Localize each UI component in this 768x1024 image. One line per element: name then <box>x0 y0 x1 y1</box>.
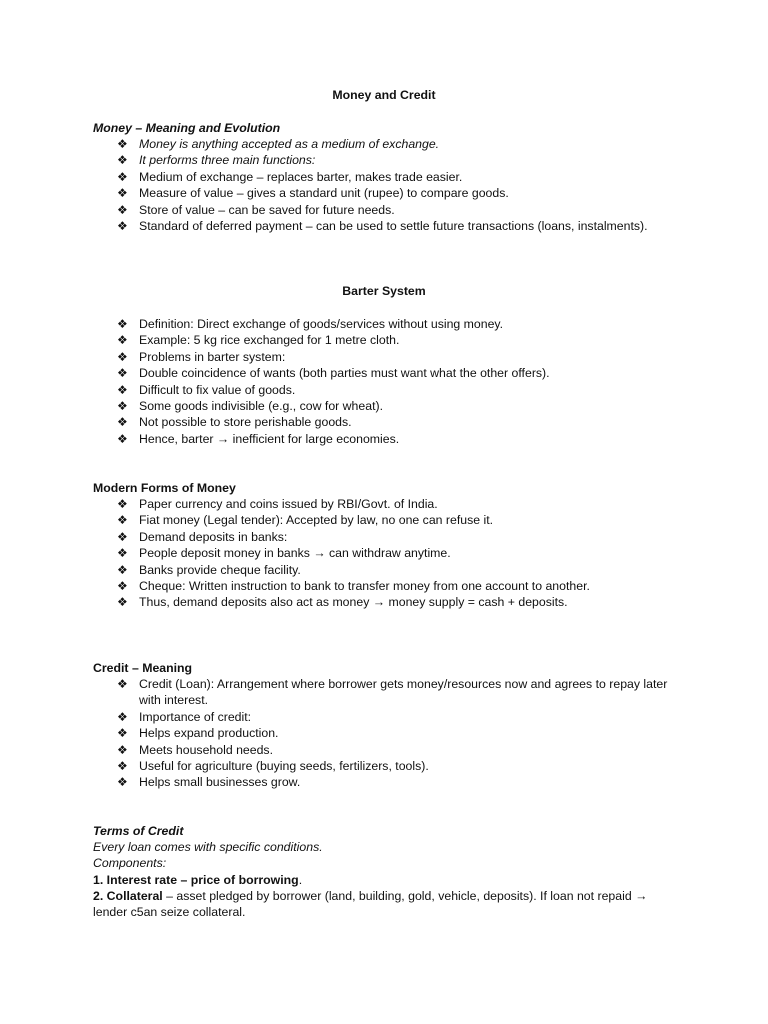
bullet-icon: ❖ <box>117 579 128 594</box>
section-heading-modern: Modern Forms of Money <box>93 481 236 495</box>
bullet-icon: ❖ <box>117 399 128 414</box>
list-item: ❖ Paper currency and coins issued by RBI/Govt. of India. <box>117 497 438 511</box>
bullet-icon: ❖ <box>117 431 128 446</box>
bullet-icon: ❖ <box>117 333 128 348</box>
list-item: ❖ People deposit money in banks → can withdraw anytime. <box>117 546 451 561</box>
section-heading-credit: Credit – Meaning <box>93 661 193 675</box>
list-item: ❖ Standard of deferred payment – can be used to settle future transactions (loans, instalments). <box>117 219 648 234</box>
list-item: ❖ Measure of value – gives a standard unit (rupee) to compare goods. <box>117 186 509 201</box>
list-item: ❖ Demand deposits in banks: <box>117 529 288 544</box>
list-item: ❖ Some goods indivisible (e.g., cow for wheat). <box>117 399 384 414</box>
bullet-icon: ❖ <box>117 759 128 774</box>
list-item: ❖ Example: 5 kg rice exchanged for 1 metre cloth. <box>117 333 400 348</box>
money-list <box>93 136 683 234</box>
list-item: ❖ Useful for agriculture (buying seeds, fertilizers, tools). <box>117 759 429 774</box>
list-item: ❖ Medium of exchange – replaces barter, makes trade easier. <box>117 169 463 184</box>
bullet-icon: ❖ <box>117 349 128 364</box>
list-item: ❖ Helps expand production. <box>117 726 279 741</box>
bullet-icon: ❖ <box>117 709 128 724</box>
section-heading-terms: Terms of Credit <box>93 824 184 838</box>
bullet-icon: ❖ <box>117 546 128 561</box>
credit-list <box>93 676 683 791</box>
bullet-icon: ❖ <box>117 169 128 184</box>
bullet-icon: ❖ <box>117 366 128 381</box>
list-item: ❖ It performs three main functions: <box>117 153 316 168</box>
list-item: ❖ Meets household needs. <box>117 742 273 757</box>
bullet-icon: ❖ <box>117 726 128 741</box>
document-title: Money and Credit <box>332 88 436 102</box>
bullet-icon: ❖ <box>117 529 128 544</box>
bullet-icon: ❖ <box>117 202 128 217</box>
terms-collateral: 2. Collateral – asset pledged by borrower (land, building, gold, vehicle, deposits). If loan not repaid → lender c5an seize collateral. <box>93 889 648 920</box>
list-item: ❖ Double coincidence of wants (both parties must want what the other offers). <box>117 366 550 381</box>
list-item: ❖ Money is anything accepted as a medium of exchange. <box>117 137 440 151</box>
list-item: ❖ Importance of credit: <box>117 709 252 724</box>
section-heading-money: Money – Meaning and Evolution <box>93 121 281 135</box>
bullet-icon: ❖ <box>117 415 128 430</box>
terms-interest-rate: 1. Interest rate – price of borrowing. <box>93 873 303 887</box>
list-item: ❖ Not possible to store perishable goods. <box>117 415 352 430</box>
bullet-icon: ❖ <box>117 742 128 757</box>
section-heading-barter: Barter System <box>342 284 426 298</box>
list-item: ❖ Credit (Loan): Arrangement where borrower gets money/resources now and agrees to repay later with interest. <box>117 677 668 708</box>
list-item: ❖ Fiat money (Legal tender): Accepted by law, no one can refuse it. <box>117 513 494 528</box>
bullet-icon: ❖ <box>117 137 128 151</box>
bullet-icon: ❖ <box>117 677 128 691</box>
list-item: ❖ Banks provide cheque facility. <box>117 562 301 577</box>
terms-intro: Every loan comes with specific conditions. <box>93 840 323 854</box>
bullet-icon: ❖ <box>117 775 128 790</box>
bullet-icon: ❖ <box>117 153 128 168</box>
bullet-icon: ❖ <box>117 382 128 397</box>
bullet-icon: ❖ <box>117 513 128 528</box>
bullet-icon: ❖ <box>117 186 128 201</box>
list-item: ❖ Helps small businesses grow. <box>117 775 301 790</box>
list-item: ❖ Store of value – can be saved for future needs. <box>117 202 395 217</box>
list-item: ❖ Problems in barter system: <box>117 349 286 364</box>
barter-list <box>93 316 683 447</box>
list-item: ❖ Difficult to fix value of goods. <box>117 382 296 397</box>
list-item: ❖ Hence, barter → inefficient for large economies. <box>117 431 400 446</box>
bullet-icon: ❖ <box>117 317 128 331</box>
terms-components-label: Components: <box>93 856 167 870</box>
bullet-icon: ❖ <box>117 595 128 610</box>
bullet-icon: ❖ <box>117 497 128 511</box>
list-item: ❖ Cheque: Written instruction to bank to transfer money from one account to another. <box>117 579 590 594</box>
bullet-icon: ❖ <box>117 219 128 234</box>
list-item: ❖ Thus, demand deposits also act as money → money supply = cash + deposits. <box>117 595 568 610</box>
list-item: ❖ Definition: Direct exchange of goods/services without using money. <box>117 317 504 331</box>
modern-list <box>93 496 683 611</box>
bullet-icon: ❖ <box>117 562 128 577</box>
